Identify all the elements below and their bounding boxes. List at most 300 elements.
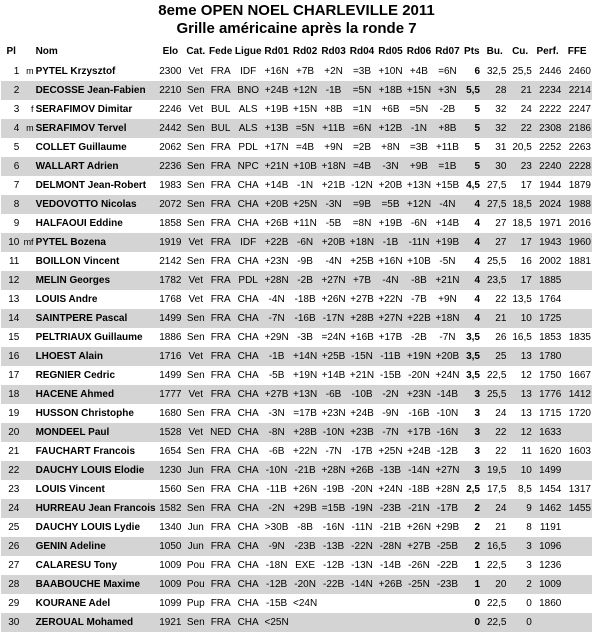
- league-cell: CHA: [234, 176, 262, 195]
- table-row: [1, 309, 592, 328]
- round-1-cell: +27B: [262, 385, 290, 404]
- federation-cell: FRA: [207, 594, 233, 613]
- federation-cell: FRA: [207, 404, 233, 423]
- round-6-cell: -7B: [405, 290, 433, 309]
- round-4-cell: +18N: [348, 233, 376, 252]
- round-2-cell: =5N: [291, 119, 319, 138]
- round-6-cell: +13N: [405, 176, 433, 195]
- elo-cell: 1680: [157, 404, 184, 423]
- league-cell: CHA: [234, 575, 262, 594]
- header-perf: Perf.: [536, 46, 559, 57]
- league-cell: CHA: [234, 613, 262, 632]
- table-row: [1, 100, 592, 119]
- buchholz-cell: 30: [482, 157, 507, 176]
- round-5-cell: +8N: [376, 138, 404, 157]
- round-4-cell: =8N: [348, 214, 376, 233]
- round-3-cell: +25B: [319, 347, 347, 366]
- table-row: [1, 328, 592, 347]
- cumulative-cell: 8: [507, 518, 532, 537]
- ffe-rating-cell: [562, 575, 592, 594]
- elo-cell: 1716: [157, 347, 184, 366]
- ffe-rating-cell: 1317: [562, 480, 592, 499]
- place-cell: 26: [1, 537, 21, 556]
- player-name-cell: HALFAOUI Eddine: [35, 214, 157, 233]
- table-row: [1, 518, 592, 537]
- round-1-cell: -6B: [262, 442, 290, 461]
- round-6-cell: -16B: [405, 404, 433, 423]
- cumulative-cell: 10: [507, 461, 532, 480]
- header-pts: Pts: [464, 46, 480, 57]
- cumulative-cell: 3: [507, 556, 532, 575]
- title-cell: [21, 556, 34, 575]
- category-cell: Pou: [184, 575, 207, 594]
- performance-cell: 1971: [533, 214, 562, 233]
- place-cell: 19: [1, 404, 21, 423]
- title-cell: [21, 309, 34, 328]
- place-cell: 23: [1, 480, 21, 499]
- table-row: [1, 214, 592, 233]
- title-cell: [21, 176, 34, 195]
- category-cell: Sen: [184, 252, 207, 271]
- round-6-cell: +4B: [405, 62, 433, 81]
- buchholz-cell: 31: [482, 138, 507, 157]
- performance-cell: 2002: [533, 252, 562, 271]
- category-cell: Sen: [184, 366, 207, 385]
- cumulative-cell: 0: [507, 613, 532, 632]
- round-3-cell: -5B: [319, 214, 347, 233]
- table-row: [1, 442, 592, 461]
- federation-cell: FRA: [207, 290, 233, 309]
- buchholz-cell: 25: [482, 347, 507, 366]
- elo-cell: 2142: [157, 252, 184, 271]
- points-cell: 4: [462, 271, 482, 290]
- round-1-cell: +14B: [262, 176, 290, 195]
- round-1-cell: >30B: [262, 518, 290, 537]
- elo-cell: 2236: [157, 157, 184, 176]
- round-5-cell: -28N: [376, 537, 404, 556]
- points-cell: 4: [462, 252, 482, 271]
- round-1-cell: -18N: [262, 556, 290, 575]
- round-3-cell: -12B: [319, 556, 347, 575]
- title-cell: [21, 461, 34, 480]
- round-7-cell: +21N: [433, 271, 461, 290]
- elo-cell: 1499: [157, 366, 184, 385]
- header-rd03: Rd03: [321, 46, 346, 57]
- points-cell: 5: [462, 157, 482, 176]
- place-cell: 18: [1, 385, 21, 404]
- round-1-cell: +19B: [262, 100, 290, 119]
- round-6-cell: [405, 594, 433, 613]
- player-name-cell: HACENE Ahmed: [35, 385, 157, 404]
- performance-cell: 1776: [533, 385, 562, 404]
- performance-cell: 1499: [533, 461, 562, 480]
- round-3-cell: [319, 613, 347, 632]
- ffe-rating-cell: 2247: [562, 100, 592, 119]
- title-cell: [21, 157, 34, 176]
- league-cell: ALS: [234, 119, 262, 138]
- elo-cell: 1919: [157, 233, 184, 252]
- header-fede: Fede: [209, 46, 233, 57]
- category-cell: Vet: [184, 347, 207, 366]
- round-3-cell: -17N: [319, 309, 347, 328]
- place-cell: 24: [1, 499, 21, 518]
- round-4-cell: -15N: [348, 347, 376, 366]
- federation-cell: FRA: [207, 499, 233, 518]
- round-6-cell: -26N: [405, 556, 433, 575]
- federation-cell: FRA: [207, 385, 233, 404]
- cumulative-cell: 12: [507, 423, 532, 442]
- league-cell: CHA: [234, 499, 262, 518]
- round-7-cell: +29B: [433, 518, 461, 537]
- round-7-cell: -14B: [433, 385, 461, 404]
- ffe-rating-cell: [562, 537, 592, 556]
- round-2-cell: +12N: [291, 81, 319, 100]
- place-cell: 2: [1, 81, 21, 100]
- round-1-cell: +20B: [262, 195, 290, 214]
- round-2-cell: EXE: [291, 556, 319, 575]
- table-row: [1, 347, 592, 366]
- round-2-cell: -6N: [291, 233, 319, 252]
- cumulative-cell: 3: [507, 537, 532, 556]
- points-cell: 4: [462, 214, 482, 233]
- ffe-rating-cell: 1988: [562, 195, 592, 214]
- title-cell: m: [21, 62, 34, 81]
- league-cell: CHA: [234, 328, 262, 347]
- points-cell: 5: [462, 119, 482, 138]
- federation-cell: FRA: [207, 176, 233, 195]
- round-2-cell: =17B: [291, 404, 319, 423]
- player-name-cell: MONDEEL Paul: [35, 423, 157, 442]
- category-cell: Sen: [184, 81, 207, 100]
- ffe-rating-cell: 1960: [562, 233, 592, 252]
- category-cell: Jun: [184, 518, 207, 537]
- points-cell: 5: [462, 100, 482, 119]
- points-cell: 4,5: [462, 176, 482, 195]
- round-7-cell: [433, 594, 461, 613]
- place-cell: 16: [1, 347, 21, 366]
- table-row: [1, 404, 592, 423]
- performance-cell: 1633: [533, 423, 562, 442]
- federation-cell: FRA: [207, 81, 233, 100]
- round-1-cell: -5B: [262, 366, 290, 385]
- elo-cell: 1983: [157, 176, 184, 195]
- place-cell: 20: [1, 423, 21, 442]
- round-6-cell: +12N: [405, 195, 433, 214]
- round-2-cell: +11N: [291, 214, 319, 233]
- title-cell: [21, 404, 34, 423]
- round-4-cell: =1N: [348, 100, 376, 119]
- round-4-cell: =2B: [348, 138, 376, 157]
- player-name-cell: MELIN Georges: [35, 271, 157, 290]
- round-4-cell: +25B: [348, 252, 376, 271]
- round-4-cell: -22N: [348, 537, 376, 556]
- round-7-cell: +20B: [433, 347, 461, 366]
- round-6-cell: -18B: [405, 480, 433, 499]
- elo-cell: 1858: [157, 214, 184, 233]
- round-7-cell: -16N: [433, 423, 461, 442]
- ffe-rating-cell: [562, 271, 592, 290]
- title-cell: [21, 613, 34, 632]
- round-7-cell: +15B: [433, 176, 461, 195]
- points-cell: 4: [462, 309, 482, 328]
- cumulative-cell: 23: [507, 157, 532, 176]
- elo-cell: 1230: [157, 461, 184, 480]
- place-cell: 28: [1, 575, 21, 594]
- category-cell: Sen: [184, 328, 207, 347]
- league-cell: CHA: [234, 556, 262, 575]
- buchholz-cell: 19,5: [482, 461, 507, 480]
- round-4-cell: =3B: [348, 62, 376, 81]
- category-cell: Sen: [184, 480, 207, 499]
- round-5-cell: -1B: [376, 233, 404, 252]
- round-3-cell: +23N: [319, 404, 347, 423]
- round-1-cell: +28N: [262, 271, 290, 290]
- round-6-cell: -11N: [405, 233, 433, 252]
- cumulative-cell: 17: [507, 233, 532, 252]
- round-7-cell: -12B: [433, 442, 461, 461]
- buchholz-cell: 32,5: [482, 62, 507, 81]
- table-row: [1, 138, 592, 157]
- league-cell: CHA: [234, 290, 262, 309]
- buchholz-cell: 22: [482, 290, 507, 309]
- title-cell: [21, 594, 34, 613]
- ffe-rating-cell: 1603: [562, 442, 592, 461]
- round-5-cell: +27N: [376, 309, 404, 328]
- round-6-cell: +26N: [405, 518, 433, 537]
- player-name-cell: REGNIER Cedric: [35, 366, 157, 385]
- ffe-rating-cell: [562, 518, 592, 537]
- player-name-cell: FAUCHART Francois: [35, 442, 157, 461]
- performance-cell: [533, 613, 562, 632]
- round-6-cell: -1N: [405, 119, 433, 138]
- points-cell: 0: [462, 613, 482, 632]
- table-row: [1, 62, 592, 81]
- league-cell: CHA: [234, 423, 262, 442]
- points-cell: 2: [462, 499, 482, 518]
- category-cell: Sen: [184, 157, 207, 176]
- round-7-cell: +11B: [433, 138, 461, 157]
- round-7-cell: +18N: [433, 309, 461, 328]
- round-3-cell: -3N: [319, 195, 347, 214]
- round-4-cell: +27B: [348, 290, 376, 309]
- table-row: [1, 385, 592, 404]
- performance-cell: 1860: [533, 594, 562, 613]
- buchholz-cell: 22,5: [482, 594, 507, 613]
- league-cell: CHA: [234, 195, 262, 214]
- buchholz-cell: 27,5: [482, 176, 507, 195]
- round-1-cell: -7N: [262, 309, 290, 328]
- round-2-cell: =4B: [291, 138, 319, 157]
- round-3-cell: +27N: [319, 271, 347, 290]
- place-cell: 15: [1, 328, 21, 347]
- points-cell: 3: [462, 442, 482, 461]
- place-cell: 3: [1, 100, 21, 119]
- category-cell: Sen: [184, 214, 207, 233]
- round-4-cell: +24B: [348, 404, 376, 423]
- buchholz-cell: 24: [482, 404, 507, 423]
- points-cell: 3,5: [462, 347, 482, 366]
- points-cell: 3,5: [462, 366, 482, 385]
- buchholz-cell: 21: [482, 518, 507, 537]
- buchholz-cell: 28: [482, 81, 507, 100]
- player-name-cell: SERAFIMOV Tervel: [35, 119, 157, 138]
- performance-cell: 2446: [533, 62, 562, 81]
- federation-cell: FRA: [207, 328, 233, 347]
- round-2-cell: +19N: [291, 366, 319, 385]
- player-name-cell: LHOEST Alain: [35, 347, 157, 366]
- round-3-cell: +11B: [319, 119, 347, 138]
- round-3-cell: +26N: [319, 290, 347, 309]
- federation-cell: FRA: [207, 461, 233, 480]
- round-5-cell: +25N: [376, 442, 404, 461]
- federation-cell: FRA: [207, 309, 233, 328]
- table-row: [1, 233, 592, 252]
- performance-cell: 1943: [533, 233, 562, 252]
- round-6-cell: +17B: [405, 423, 433, 442]
- performance-cell: 2024: [533, 195, 562, 214]
- category-cell: Sen: [184, 404, 207, 423]
- category-cell: Vet: [184, 233, 207, 252]
- round-2-cell: -18B: [291, 290, 319, 309]
- league-cell: CHA: [234, 537, 262, 556]
- ffe-rating-cell: 2186: [562, 119, 592, 138]
- federation-cell: BUL: [207, 100, 233, 119]
- ffe-rating-cell: 1720: [562, 404, 592, 423]
- round-1-cell: +26B: [262, 214, 290, 233]
- round-6-cell: +24B: [405, 442, 433, 461]
- elo-cell: 1009: [157, 575, 184, 594]
- ffe-rating-cell: 2263: [562, 138, 592, 157]
- performance-cell: 1715: [533, 404, 562, 423]
- round-7-cell: +9N: [433, 290, 461, 309]
- player-name-cell: HURREAU Jean Francois: [35, 499, 157, 518]
- ffe-rating-cell: 2016: [562, 214, 592, 233]
- round-5-cell: -2N: [376, 385, 404, 404]
- title-cell: [21, 518, 34, 537]
- buchholz-cell: 27,5: [482, 195, 507, 214]
- place-cell: 21: [1, 442, 21, 461]
- elo-cell: 1782: [157, 271, 184, 290]
- round-7-cell: -2B: [433, 100, 461, 119]
- place-cell: 11: [1, 252, 21, 271]
- elo-cell: 1921: [157, 613, 184, 632]
- place-cell: 8: [1, 195, 21, 214]
- round-6-cell: -6N: [405, 214, 433, 233]
- round-2-cell: +22N: [291, 442, 319, 461]
- title-cell: [21, 252, 34, 271]
- round-6-cell: -25N: [405, 575, 433, 594]
- league-cell: CHA: [234, 385, 262, 404]
- cumulative-cell: 13: [507, 385, 532, 404]
- round-5-cell: -4N: [376, 271, 404, 290]
- points-cell: 2: [462, 518, 482, 537]
- buchholz-cell: 24: [482, 499, 507, 518]
- league-cell: PDL: [234, 138, 262, 157]
- round-2-cell: -21B: [291, 461, 319, 480]
- performance-cell: 1236: [533, 556, 562, 575]
- points-cell: 3: [462, 385, 482, 404]
- performance-cell: 2252: [533, 138, 562, 157]
- round-1-cell: -3N: [262, 404, 290, 423]
- round-6-cell: +22B: [405, 309, 433, 328]
- round-7-cell: =6N: [433, 62, 461, 81]
- category-cell: Sen: [184, 119, 207, 138]
- round-2-cell: +10B: [291, 157, 319, 176]
- federation-cell: FRA: [207, 537, 233, 556]
- title-cell: [21, 442, 34, 461]
- points-cell: 5,5: [462, 81, 482, 100]
- place-cell: 4: [1, 119, 21, 138]
- player-name-cell: KOURANE Adel: [35, 594, 157, 613]
- title-cell: [21, 366, 34, 385]
- round-6-cell: =3B: [405, 138, 433, 157]
- round-2-cell: +13N: [291, 385, 319, 404]
- round-3-cell: -22B: [319, 575, 347, 594]
- title-cell: [21, 138, 34, 157]
- table-row: [1, 556, 592, 575]
- title-cell: [21, 195, 34, 214]
- table-row: [1, 499, 592, 518]
- round-4-cell: +28B: [348, 309, 376, 328]
- elo-cell: 2300: [157, 62, 184, 81]
- round-1-cell: +21N: [262, 157, 290, 176]
- round-5-cell: +10N: [376, 62, 404, 81]
- buchholz-cell: 27: [482, 214, 507, 233]
- buchholz-cell: 22,5: [482, 366, 507, 385]
- round-3-cell: +14B: [319, 366, 347, 385]
- league-cell: CHA: [234, 347, 262, 366]
- round-4-cell: -14N: [348, 575, 376, 594]
- table-row: [1, 423, 592, 442]
- player-name-cell: BOILLON Vincent: [35, 252, 157, 271]
- league-cell: CHA: [234, 214, 262, 233]
- player-name-cell: BAABOUCHE Maxime: [35, 575, 157, 594]
- player-name-cell: DECOSSE Jean-Fabien: [35, 81, 157, 100]
- category-cell: Sen: [184, 309, 207, 328]
- table-row: [1, 290, 592, 309]
- table-row: [1, 252, 592, 271]
- round-6-cell: +23N: [405, 385, 433, 404]
- round-6-cell: +9B: [405, 157, 433, 176]
- player-name-cell: SAINTPERE Pascal: [35, 309, 157, 328]
- performance-cell: 1462: [533, 499, 562, 518]
- round-5-cell: -7N: [376, 423, 404, 442]
- points-cell: 5: [462, 138, 482, 157]
- federation-cell: FRA: [207, 157, 233, 176]
- performance-cell: 2222: [533, 100, 562, 119]
- round-4-cell: -10B: [348, 385, 376, 404]
- ffe-rating-cell: 1881: [562, 252, 592, 271]
- federation-cell: FRA: [207, 613, 233, 632]
- round-5-cell: +24N: [376, 480, 404, 499]
- ffe-rating-cell: [562, 423, 592, 442]
- header-bu: Bu.: [486, 46, 503, 57]
- category-cell: Sen: [184, 138, 207, 157]
- elo-cell: 1528: [157, 423, 184, 442]
- place-cell: 6: [1, 157, 21, 176]
- round-1-cell: -9N: [262, 537, 290, 556]
- performance-cell: 1191: [533, 518, 562, 537]
- title-cell: [21, 499, 34, 518]
- title-cell: f: [21, 100, 34, 119]
- title-cell: [21, 328, 34, 347]
- round-5-cell: -13B: [376, 461, 404, 480]
- round-1-cell: -2N: [262, 499, 290, 518]
- player-name-cell: SERAFIMOV Dimitar: [35, 100, 157, 119]
- header-rd06: Rd06: [406, 46, 432, 57]
- round-2-cell: [291, 613, 319, 632]
- federation-cell: FRA: [207, 442, 233, 461]
